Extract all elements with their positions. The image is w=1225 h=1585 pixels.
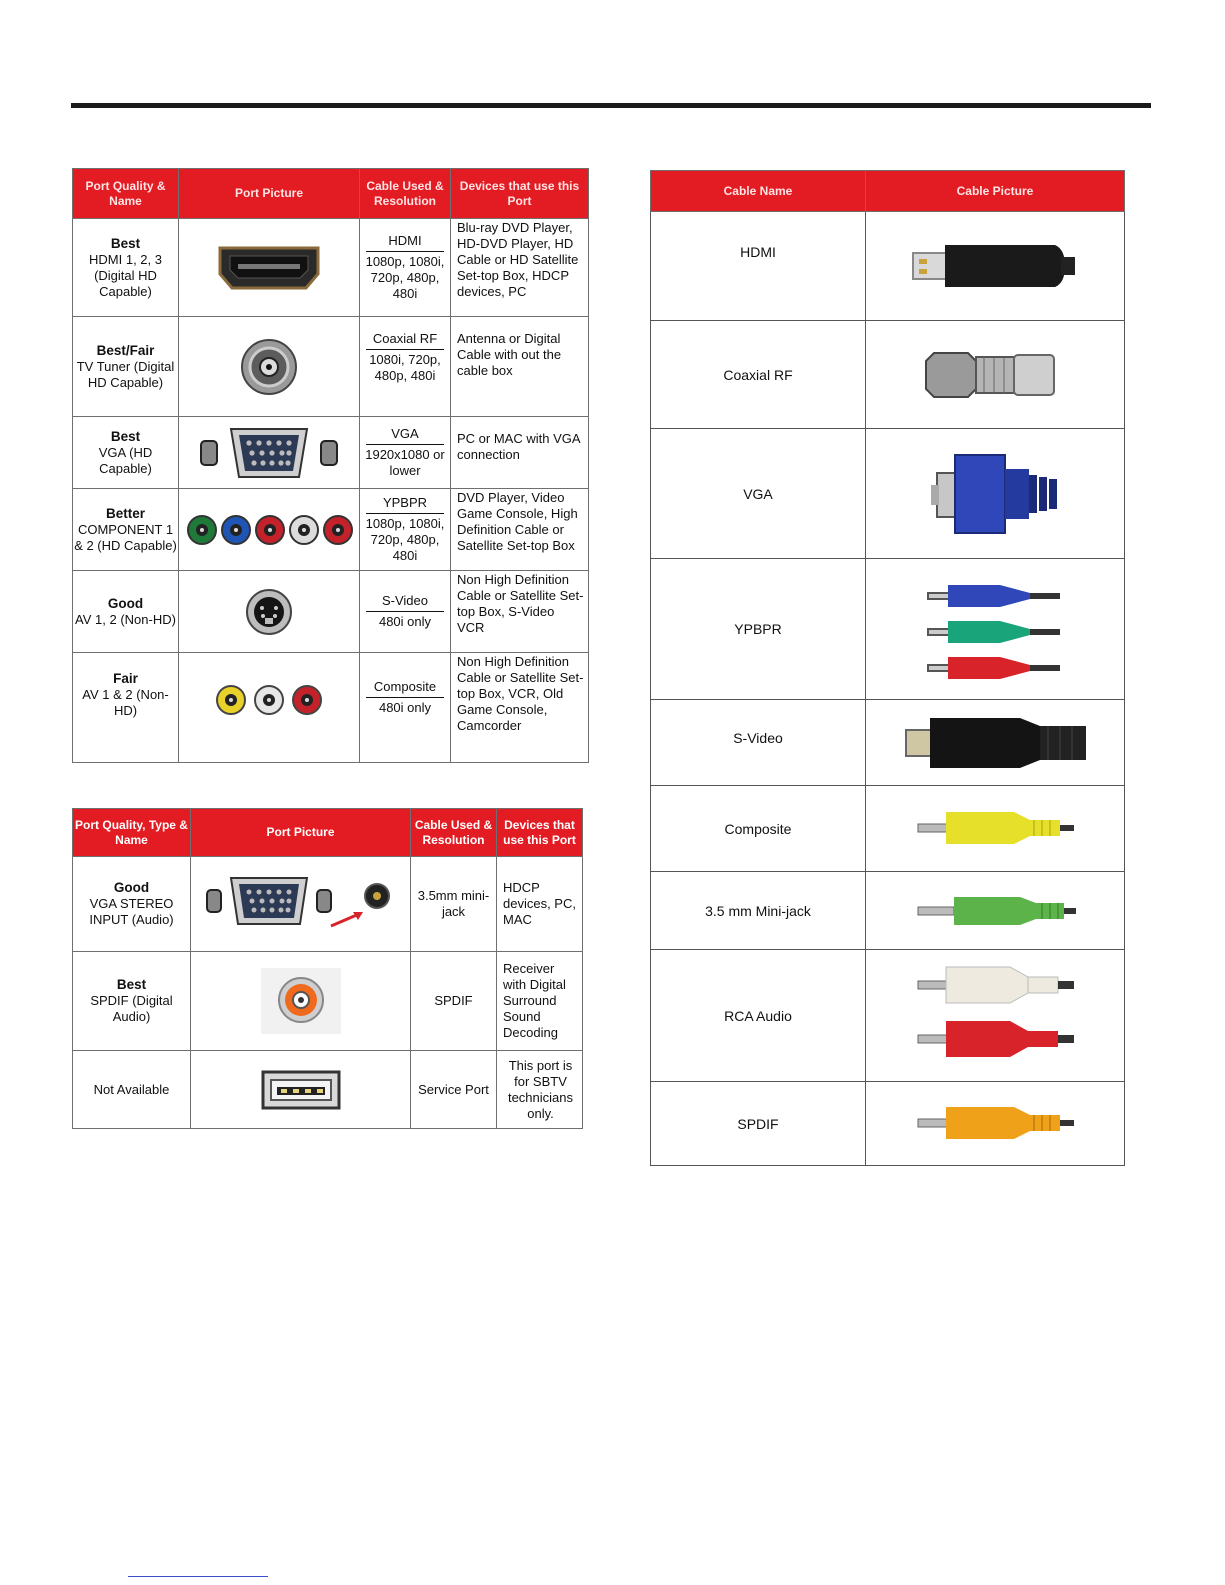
cable-resolution: 1080p, 1080i, 720p, 480p, 480i bbox=[365, 254, 445, 301]
rca-audio-cable-icon bbox=[866, 950, 1125, 1082]
cable-name: Composite bbox=[366, 679, 444, 698]
devices-text: HDCP devices, PC, MAC bbox=[497, 857, 583, 952]
table-row bbox=[73, 489, 589, 571]
cable-name: S-Video bbox=[366, 593, 444, 612]
cable-name: YPBPR bbox=[366, 495, 444, 514]
port-name: AV 1, 2 (Non-HD) bbox=[75, 611, 176, 627]
cables-table bbox=[650, 170, 1125, 1166]
port-name: VGA (HD Capable) bbox=[98, 444, 153, 476]
table-row bbox=[73, 857, 583, 952]
cable-name: 3.5 mm Mini-jack bbox=[651, 872, 866, 950]
hdmi-port-icon bbox=[179, 219, 360, 317]
audio-table-header bbox=[73, 809, 583, 857]
port-quality: Best/Fair bbox=[96, 342, 155, 358]
table-row bbox=[651, 1082, 1125, 1166]
vga-port-icon bbox=[179, 417, 360, 489]
header-port-picture: Port Picture bbox=[191, 809, 411, 857]
cable-name: SPDIF bbox=[651, 1082, 866, 1166]
table-row bbox=[73, 571, 589, 653]
table-row bbox=[73, 417, 589, 489]
spdif-cable-icon bbox=[866, 1082, 1125, 1166]
port-name: AV 1 & 2 (Non-HD) bbox=[82, 687, 169, 718]
port-name: SPDIF (Digital Audio) bbox=[90, 993, 173, 1024]
cable-resolution: 1920x1080 or lower bbox=[365, 447, 445, 478]
vga-audio-port-icon bbox=[191, 857, 411, 952]
cable-name: VGA bbox=[366, 426, 444, 445]
devices-text: This port is for SBTV technicians only. bbox=[497, 1051, 583, 1129]
s-video-cable-icon bbox=[866, 700, 1125, 786]
ports-table bbox=[72, 168, 589, 763]
table-row bbox=[651, 950, 1125, 1082]
header-cable-used: Cable Used & Resolution bbox=[360, 169, 451, 219]
port-quality: Good bbox=[113, 880, 150, 895]
cable-name: 3.5mm mini-jack bbox=[411, 857, 497, 952]
composite-cable-icon bbox=[866, 786, 1125, 872]
port-name: TV Tuner (Digital HD Capable) bbox=[76, 358, 175, 390]
devices-text: Receiver with Digital Surround Sound Decoding bbox=[497, 952, 583, 1051]
cable-name: HDMI bbox=[651, 212, 866, 321]
table-row bbox=[73, 952, 583, 1051]
port-name: HDMI 1, 2, 3 (Digital HD Capable) bbox=[89, 251, 162, 299]
table-row bbox=[73, 219, 589, 317]
cable-name: RCA Audio bbox=[651, 950, 866, 1082]
cable-name: Composite bbox=[651, 786, 866, 872]
table-row bbox=[651, 700, 1125, 786]
table-row bbox=[651, 321, 1125, 429]
port-quality: Best bbox=[110, 235, 141, 251]
devices-text: Antenna or Digital Cable with out the cable box bbox=[451, 317, 589, 417]
spdif-port-icon bbox=[191, 952, 411, 1051]
cable-resolution: 480i only bbox=[378, 614, 432, 629]
cable-name: Service Port bbox=[411, 1051, 497, 1129]
audio-ports-table bbox=[72, 808, 583, 1129]
table-row bbox=[651, 872, 1125, 950]
port-name: VGA STEREO INPUT (Audio) bbox=[89, 896, 174, 927]
header-cable-name: Cable Name bbox=[651, 171, 866, 212]
port-quality: Best bbox=[110, 428, 141, 444]
port-name: COMPONENT 1 & 2 (HD Capable) bbox=[74, 521, 177, 553]
table-row bbox=[73, 1051, 583, 1129]
cable-name: HDMI bbox=[366, 233, 444, 252]
s-video-port-icon bbox=[179, 571, 360, 653]
header-port-picture: Port Picture bbox=[179, 169, 360, 219]
table-row bbox=[651, 786, 1125, 872]
table-row bbox=[651, 212, 1125, 321]
ports-table-header bbox=[73, 169, 589, 219]
devices-text: Non High Definition Cable or Satellite Set-top Box, S-Video VCR bbox=[451, 571, 589, 653]
port-quality: Best bbox=[116, 977, 147, 992]
top-rule bbox=[71, 103, 1151, 108]
ypbpr-cable-icon bbox=[866, 559, 1125, 700]
cable-name: VGA bbox=[651, 429, 866, 559]
devices-text: Non High Definition Cable or Satellite Set-top Box, VCR, Old Game Console, Camcorder bbox=[451, 653, 589, 763]
vga-cable-icon bbox=[866, 429, 1125, 559]
cable-name: YPBPR bbox=[651, 559, 866, 700]
cable-resolution: 480i only bbox=[378, 700, 432, 715]
mini-jack-cable-icon bbox=[866, 872, 1125, 950]
hdmi-cable-icon bbox=[866, 212, 1125, 321]
devices-text: DVD Player, Video Game Console, High Definition Cable or Satellite Set-top Box bbox=[451, 489, 589, 571]
composite-ports-icon bbox=[179, 653, 360, 763]
port-quality: Better bbox=[105, 505, 145, 521]
usb-port-icon bbox=[191, 1051, 411, 1129]
coaxial-cable-icon bbox=[866, 321, 1125, 429]
coaxial-port-icon bbox=[179, 317, 360, 417]
footer-link-line bbox=[128, 1576, 268, 1577]
cable-name: Coaxial RF bbox=[651, 321, 866, 429]
header-devices: Devices that use this Port bbox=[497, 809, 583, 857]
table-row bbox=[73, 317, 589, 417]
devices-text: PC or MAC with VGA connection bbox=[451, 417, 589, 489]
port-quality: Good bbox=[107, 595, 144, 611]
header-cable-picture: Cable Picture bbox=[866, 171, 1125, 212]
cable-name: Coaxial RF bbox=[366, 331, 444, 350]
cables-table-header bbox=[651, 171, 1125, 212]
devices-text: Blu-ray DVD Player, HD-DVD Player, HD Cable or HD Satellite Set-top Box, HDCP devices, PC bbox=[451, 219, 589, 317]
cable-name: SPDIF bbox=[411, 952, 497, 1051]
cable-resolution: 1080p, 1080i, 720p, 480p, 480i bbox=[365, 516, 445, 563]
port-quality: Fair bbox=[113, 671, 138, 686]
header-cable-used: Cable Used & Resolution bbox=[411, 809, 497, 857]
header-port-quality: Port Quality & Name bbox=[73, 169, 179, 219]
table-row bbox=[73, 653, 589, 763]
component-ports-icon bbox=[179, 489, 360, 571]
table-row bbox=[651, 429, 1125, 559]
table-row bbox=[651, 559, 1125, 700]
cable-resolution: 1080i, 720p, 480p, 480i bbox=[369, 352, 441, 383]
header-port-quality: Port Quality, Type & Name bbox=[73, 809, 191, 857]
port-name: Not Available bbox=[73, 1051, 191, 1129]
header-devices: Devices that use this Port bbox=[451, 169, 589, 219]
cable-name: S-Video bbox=[651, 700, 866, 786]
